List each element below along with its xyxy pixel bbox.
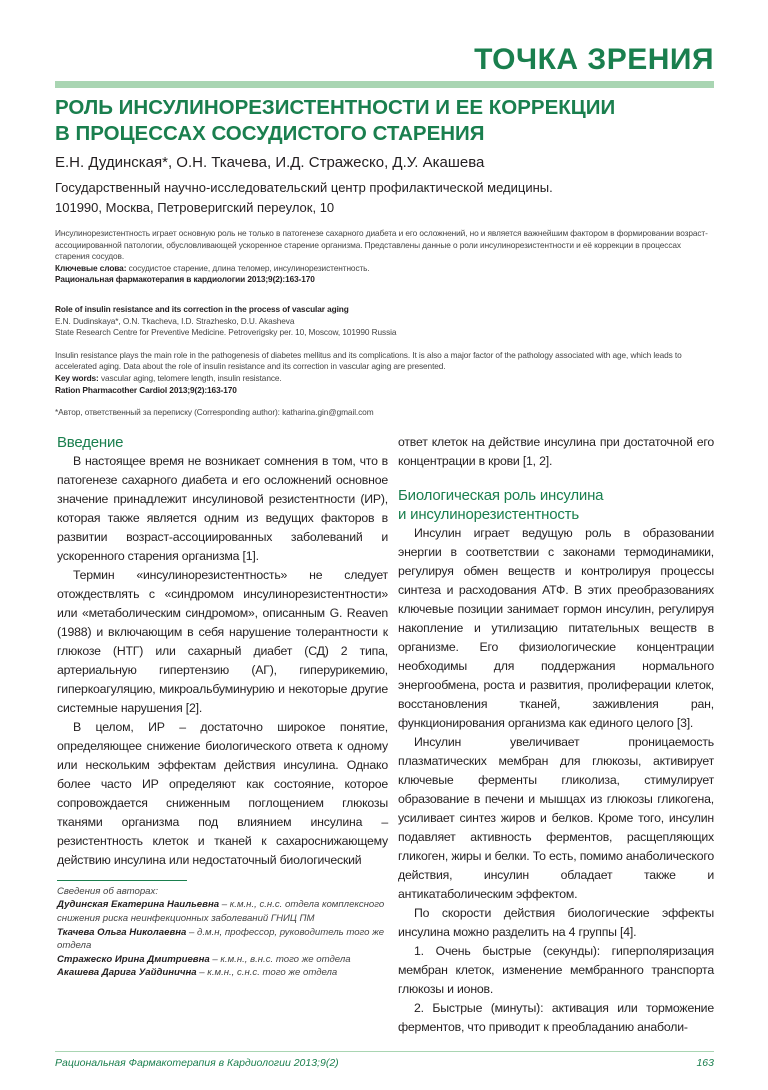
citation-text: Рациональная фармакотерапия в кардиологии 2013;9(2):163-170 xyxy=(55,274,315,285)
authors: Е.Н. Дудинская*, О.Н. Ткачева, И.Д. Стражеско, Д.У. Акашева xyxy=(55,154,485,171)
affiliation-line: Государственный научно-исследовательский центр профилактической медицины. xyxy=(55,180,553,195)
paragraph: ответ клеток на действие инсулина при достаточной его концентрации в крови [1, 2]. xyxy=(398,434,714,468)
author-info xyxy=(57,880,388,980)
title-line: В ПРОЦЕССАХ СОСУДИСТОГО СТАРЕНИЯ xyxy=(55,122,485,145)
left-column xyxy=(57,433,388,1037)
keywords-label: Ключевые слова: xyxy=(55,262,127,273)
keywords-text: сосудистое старение, длина теломер, инсулинорезистентность. xyxy=(126,262,370,273)
title-en-text: Role of insulin resistance and its correction in the process of vascular aging xyxy=(55,303,349,314)
paragraph: По скорости действия биологические эффекты инсулина можно разделить на 4 группы [4]. xyxy=(398,905,714,939)
title-line: РОЛЬ ИНСУЛИНОРЕЗИСТЕНТНОСТИ И ЕЕ КОРРЕКЦИИ xyxy=(55,96,616,119)
page-footer xyxy=(55,1051,714,1070)
paragraph: Термин «инсулинорезистентность» не следует отождествлять с «синдромом инсулинорезистентности» или «метаболическим синдромом», описанным G. Reaven (1988) и включающим в себя нарушение толерантности к глюкозе (НТГ) или сахарный диабет (СД) 2 типа, артериальную гипертензию (АГ), гиперурикемию, гиперкоагуляцию, микроальбуминурию и некоторые другие системные нарушения [2]. xyxy=(57,567,388,715)
author-desc: – к.м.н., с.н.с. отдела комплексного снижения риска неинфекционных заболеваний ГНИЦ ПМ xyxy=(57,899,385,924)
author-entry xyxy=(57,926,388,953)
right-column xyxy=(398,433,714,1037)
keywords-en xyxy=(55,373,714,385)
paragraph: Инсулин играет ведущую роль в образовании энергии в соответствии с законами термодинамики, регулируя обмен веществ и контролируя процессы синтеза и расходования АТФ. В этих преобразованиях ключевые позиции занимает гормон инсулин, регулируя накопление и утилизацию питательных веществ в организме. Его физиологические концентрации необходимы для поддержания нормального энергообмена, роста и развития, пролиферации клеток, восстановления тканей, заживления ран, функционирования организма как единого целого [3]. xyxy=(398,525,714,730)
author-name: Стражеско Ирина Дмитриевна xyxy=(57,953,210,965)
author-name: Ткачева Ольга Николаевна xyxy=(57,926,187,938)
abstract-en xyxy=(55,304,714,419)
article-title xyxy=(55,95,714,147)
citation-en xyxy=(55,385,714,397)
title-en xyxy=(55,304,714,316)
heading-line: Биологическая роль инсулина xyxy=(398,486,604,504)
authors-en: E.N. Dudinskaya*, O.N. Tkacheva, I.D. Strazhesko, D.U. Akasheva xyxy=(55,315,295,326)
paragraph: 1. Очень быстрые (секунды): гиперполяризация мембран клеток, изменение мембранного транспорта глюкозы и ионов. xyxy=(398,943,714,996)
page-number: 163 xyxy=(696,1056,714,1069)
keywords-text: vascular aging, telomere length, insulin resistance. xyxy=(98,372,282,383)
author-entry xyxy=(57,898,388,925)
citation-text: Ration Pharmacother Cardiol 2013;9(2):163-170 xyxy=(55,384,237,395)
header-rule xyxy=(55,81,714,88)
paragraph: Инсулин увеличивает проницаемость плазматических мембран для глюкозы, активирует ключевые ферменты гликолиза, стимулирует образование в печени и мышцах из глюкозы гликогена, усиливает синтез жиров и белков. Кроме того, инсулин подавляет активность ферментов, расщепляющих гликоген, жиры и белки. То есть, помимо анаболического действия, инсулин обладает также и антикатаболическим эффектом. xyxy=(398,734,714,901)
footer-journal: Рациональная Фармакотерапия в Кардиологии 2013;9(2) xyxy=(55,1056,339,1069)
abstract-text: Инсулинорезистентность играет основную роль не только в патогенезе сахарного диабета и его осложнений, но и является важнейшим фактором в формировании возраст-ассоциированной патологии, обусловливающей ускоренное старение организма. Представлены данные о роли инсулинорезистентности и её коррекции в процессах старения сосудов. xyxy=(55,228,708,262)
affiliation-en: State Research Centre for Preventive Medicine. Petroverigsky per. 10, Moscow, 101990 Russia xyxy=(55,327,397,338)
author-desc: – к.м.н., в.н.с. того же отдела xyxy=(209,953,351,965)
author-info-label: Сведения об авторах: xyxy=(57,885,158,897)
divider xyxy=(57,880,187,881)
keywords-label: Key words: xyxy=(55,372,99,383)
section-heading xyxy=(398,486,714,524)
corresponding-author: *Автор, ответственный за переписку (Corresponding author): katharina.gin@gmail.com xyxy=(55,407,374,418)
author-entry xyxy=(57,966,388,980)
affiliation xyxy=(55,178,714,218)
abstract-text: Insulin resistance plays the main role in the pathogenesis of diabetes mellitus and its complications. It is also a major factor of the pathology associated with age, which leads to accelerated aging. Data about the role of insulin resistance and its correction in vascular aging are presented. xyxy=(55,349,682,372)
author-name: Дудинская Екатерина Наильевна xyxy=(57,899,220,911)
paragraph: 2. Быстрые (минуты): активация или торможение ферментов, что приводит к преобладанию анаболи- xyxy=(398,1000,714,1034)
body-columns xyxy=(55,433,714,1037)
citation-ru xyxy=(55,274,714,286)
abstract-ru xyxy=(55,228,714,286)
author-entry xyxy=(57,953,388,967)
author-name: Акашева Дарига Уайдинична xyxy=(57,967,197,979)
heading-line: и инсулинорезистентность xyxy=(398,505,579,523)
author-desc: – к.м.н., с.н.с. того же отдела xyxy=(196,967,338,979)
paragraph: В целом, ИР – достаточно широкое понятие, определяющее снижение биологического ответа к одному или нескольким эффектам действия инсулина. Однако более часто ИР определяют как состояние, которое сопровождается сниженным поглощением глюкозы тканями организма под влиянием инсулина – резистентность клеток и тканей к сахароснижающему действию инсулина или недостаточный биологический xyxy=(57,719,388,867)
section-heading: Введение xyxy=(57,433,124,451)
keywords-ru xyxy=(55,263,714,275)
author-desc: – д.м.н, профессор, руководитель того же отдела xyxy=(57,926,385,952)
affiliation-line: 101990, Москва, Петроверигский переулок, 10 xyxy=(55,200,335,215)
section-rubric: ТОЧКА ЗРЕНИЯ xyxy=(474,43,714,76)
paragraph: В настоящее время не возникает сомнения в том, что в патогенезе сахарного диабета и его осложнений основное значение принадлежит инсулиновой резистентности (ИР), которая также является одним из ведущих факторов в развитии возраст-ассоциированных заболеваний и ускоренного старения организма [1]. xyxy=(57,453,388,563)
